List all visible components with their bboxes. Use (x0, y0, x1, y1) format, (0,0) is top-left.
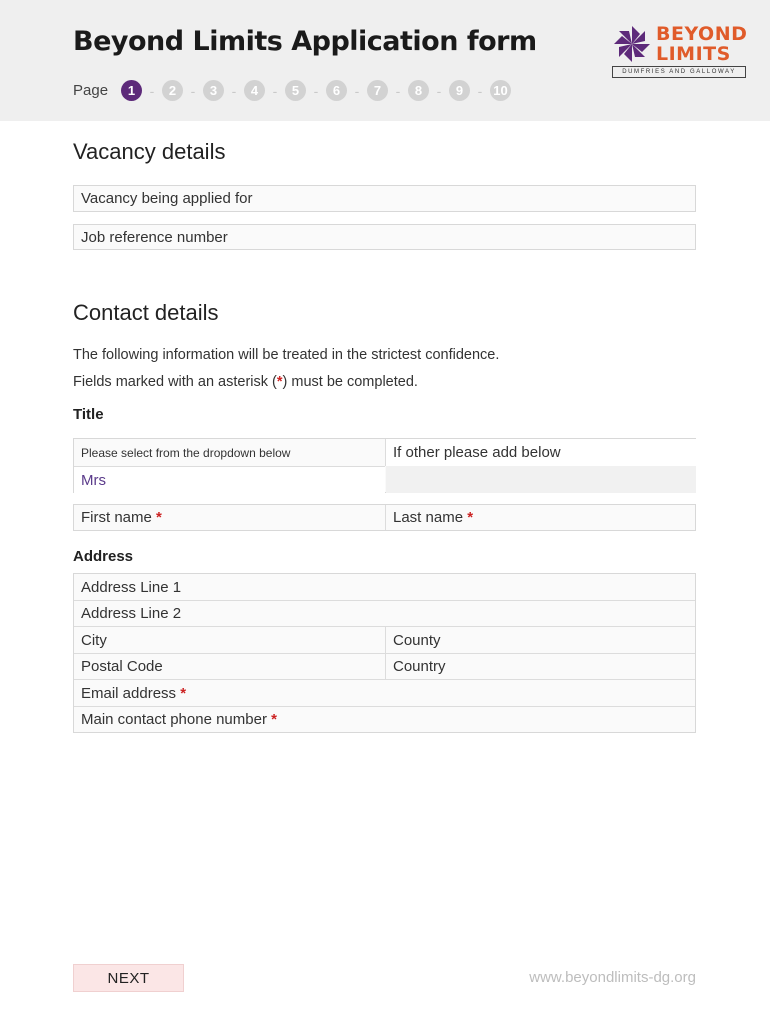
last-name-field[interactable] (386, 505, 696, 530)
address-label: Address (73, 548, 134, 565)
page-separator: - (272, 82, 278, 99)
address-line-1-field[interactable]: Address Line 1 (81, 578, 182, 596)
page-label: Page (73, 82, 109, 99)
required-asterisk: * (467, 509, 474, 526)
page-3-button[interactable]: 3 (203, 80, 224, 101)
page-4-button[interactable]: 4 (244, 80, 265, 101)
required-note-after: ) must be completed. (282, 374, 418, 390)
logo-line-2: LIMITS (656, 43, 731, 65)
email-label: Email address (81, 684, 177, 702)
page-separator: - (231, 82, 237, 99)
title-group (73, 438, 696, 493)
phone-label: Main contact phone number (81, 711, 267, 728)
page-separator: - (313, 82, 319, 99)
pinwheel-logo-icon (612, 24, 652, 64)
title-label: Title (73, 406, 104, 423)
name-group (73, 504, 696, 531)
email-field[interactable] (74, 680, 695, 706)
required-asterisk: * (180, 684, 187, 702)
vacancy-heading: Vacancy details (73, 139, 226, 164)
first-name-label: First name (81, 509, 152, 526)
page-separator: - (190, 82, 196, 99)
website-url: www.beyondlimits-dg.org (529, 969, 696, 986)
page-separator: - (395, 82, 401, 99)
city-field[interactable]: City (81, 631, 107, 649)
page-7-button[interactable]: 7 (367, 80, 388, 101)
form-title: Beyond Limits Application form (73, 26, 537, 57)
page-8-button[interactable]: 8 (408, 80, 429, 101)
postal-code-field[interactable]: Postal Code (81, 658, 163, 675)
next-button[interactable]: NEXT (73, 964, 184, 992)
required-asterisk: * (156, 509, 162, 526)
header-bar (0, 0, 770, 121)
page-separator: - (477, 82, 483, 99)
required-note (73, 374, 418, 390)
logo-subtitle: DUMFRIES AND GALLOWAY (612, 66, 746, 78)
page-6-button[interactable]: 6 (326, 80, 347, 101)
beyond-limits-logo (612, 24, 746, 76)
page-separator: - (436, 82, 442, 99)
phone-field[interactable] (74, 707, 695, 732)
address-group (73, 573, 696, 733)
vacancy-field[interactable]: Vacancy being applied for (73, 185, 696, 212)
page-separator: - (354, 82, 360, 99)
title-other-input[interactable] (386, 466, 696, 493)
title-select[interactable]: Mrs (74, 467, 385, 493)
last-name-label: Last name (393, 509, 464, 526)
confidence-note: The following information will be treated in the strictest confidence. (73, 347, 500, 363)
asterisk-mark: * (276, 374, 283, 390)
page-9-button[interactable]: 9 (449, 80, 470, 101)
title-other-label: If other please add below (386, 439, 696, 466)
title-select-label: Please select from the dropdown below (81, 445, 291, 460)
page-5-button[interactable]: 5 (285, 80, 306, 101)
page-stepper (121, 80, 511, 101)
required-note-before: Fields marked with an asterisk ( (73, 374, 277, 390)
first-name-field[interactable] (74, 505, 385, 530)
address-line-2-field[interactable]: Address Line 2 (81, 605, 182, 622)
required-asterisk: * (271, 711, 277, 728)
logo-wordmark (656, 24, 747, 64)
page-1-button[interactable]: 1 (121, 80, 142, 101)
contact-heading: Contact details (73, 300, 219, 325)
county-field[interactable]: County (393, 631, 441, 649)
country-field[interactable]: Country (393, 658, 446, 675)
page-separator: - (149, 82, 155, 99)
page-10-button[interactable]: 10 (490, 80, 511, 101)
job-reference-field[interactable]: Job reference number (73, 224, 696, 250)
logo-line-1: BEYOND (656, 23, 748, 45)
page-2-button[interactable]: 2 (162, 80, 183, 101)
